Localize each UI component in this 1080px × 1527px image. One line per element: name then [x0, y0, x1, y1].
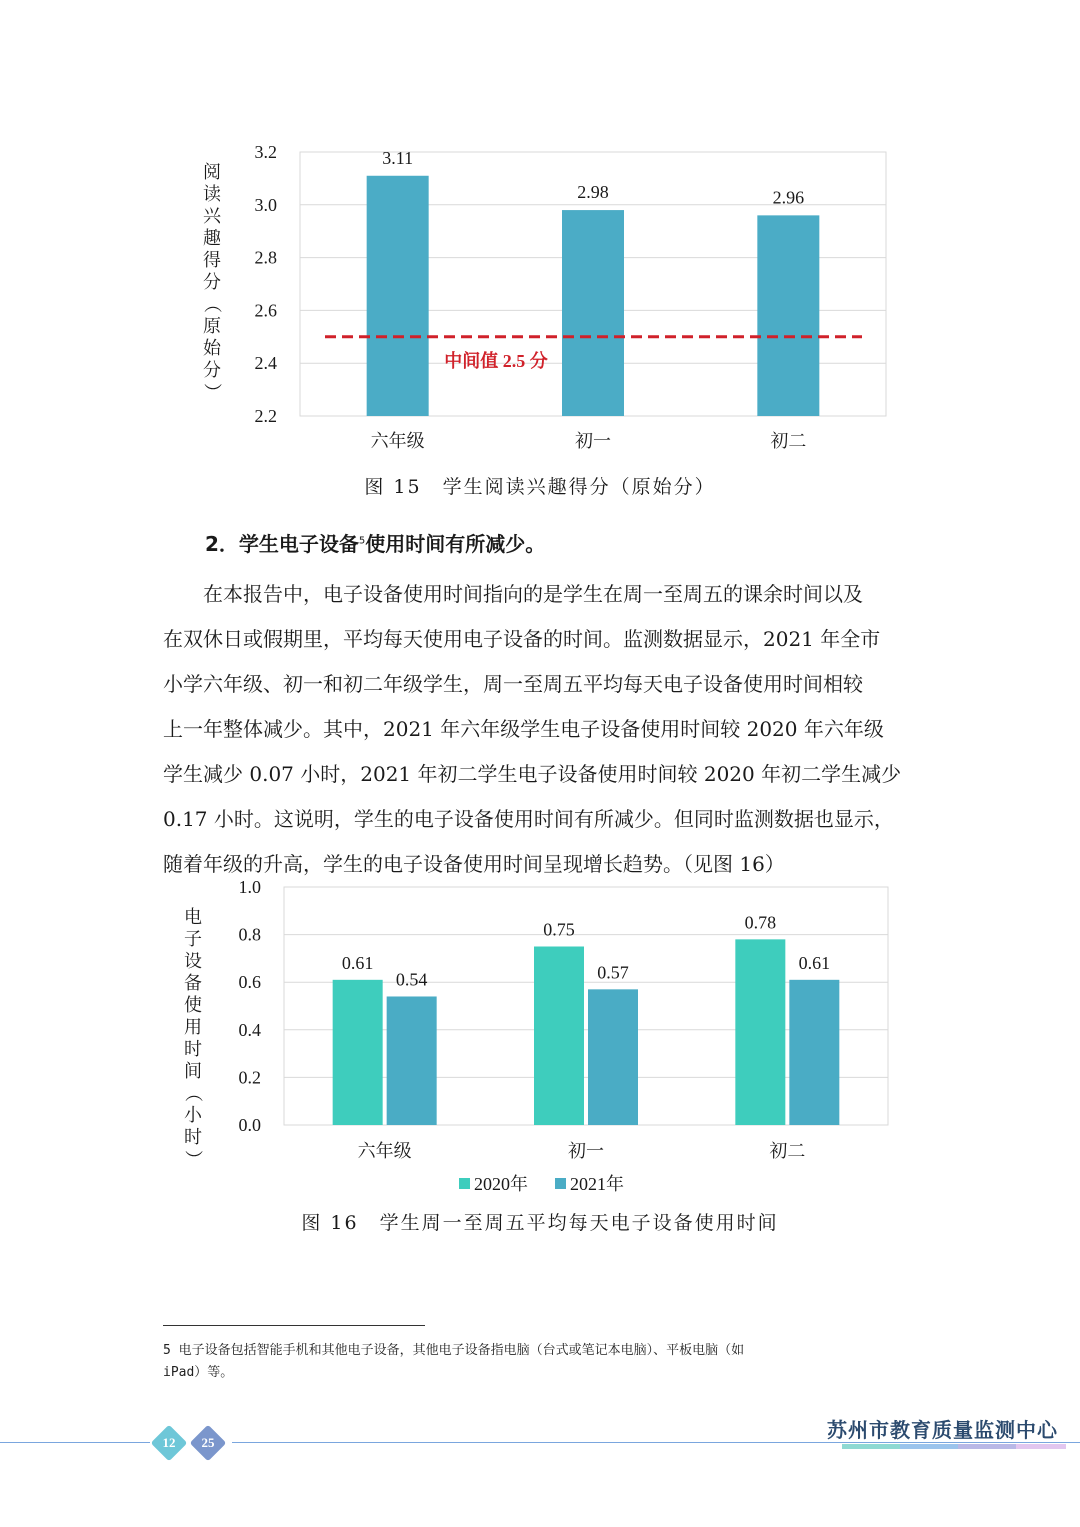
y-axis-label-char: 时	[184, 1127, 202, 1147]
y-axis-label-char: 始	[203, 338, 221, 358]
x-tick-label: 初一	[568, 1141, 604, 1161]
footer-rule-left	[0, 1442, 150, 1443]
y-axis-label-char: 得	[203, 250, 221, 270]
x-tick-label: 六年级	[357, 1141, 412, 1161]
y-axis-label-char: （	[202, 295, 222, 313]
paragraph-line: 在双休日或假期里，平均每天使用电子设备的时间。监测数据显示，2021 年全市	[163, 627, 881, 651]
data-label: 0.57	[597, 962, 629, 983]
x-tick-label: 初一	[575, 431, 611, 451]
data-label: 0.54	[395, 969, 428, 990]
legend-label: 2020年	[474, 1174, 528, 1194]
page-separator: /	[195, 1434, 199, 1449]
x-tick-label: 初二	[769, 1141, 806, 1161]
y-axis-label-char: 小	[184, 1105, 202, 1125]
y-axis-label-char: 时	[184, 1039, 202, 1059]
body-paragraph	[163, 572, 918, 887]
footnote	[163, 1340, 918, 1384]
bar-series2	[789, 980, 839, 1125]
y-tick-label: 0.0	[238, 1115, 261, 1135]
bar	[562, 210, 624, 416]
footer-color-strip	[842, 1444, 900, 1449]
bar-series1	[735, 939, 785, 1125]
y-tick-label: 0.6	[238, 972, 261, 993]
x-tick-label: 初二	[770, 431, 807, 451]
legend-swatch	[459, 1178, 470, 1189]
y-tick-label: 2.6	[254, 300, 277, 321]
bar	[757, 215, 819, 416]
y-tick-label: 3.2	[254, 142, 277, 162]
y-axis-label-char: 兴	[203, 206, 221, 226]
footnote-ref: 5	[358, 535, 366, 547]
y-axis-label-char: （	[183, 1084, 203, 1102]
bar-series1	[333, 980, 383, 1125]
paragraph-line: 0.17 小时。这说明，学生的电子设备使用时间有所减少。但同时监测数据也显示，	[163, 807, 894, 831]
data-label: 0.75	[543, 919, 575, 940]
footer-color-strip	[958, 1444, 1016, 1449]
y-tick-label: 2.2	[254, 406, 277, 426]
bar	[367, 176, 429, 416]
median-reference-label: 中间值 2.5 分	[444, 350, 548, 371]
y-tick-label: 2.4	[254, 353, 277, 374]
bar-series1	[534, 947, 584, 1126]
y-axis-label-char: 趣	[203, 228, 221, 248]
data-label: 3.11	[382, 147, 414, 168]
footnote-divider	[163, 1325, 425, 1326]
figure-15-caption: 图 15 学生阅读兴趣得分（原始分）	[364, 476, 716, 498]
y-axis-label-char: 使	[184, 995, 202, 1015]
heading-text-after: 使用时间有所减少。	[365, 532, 546, 556]
footnote-line: 5 电子设备包括智能手机和其他电子设备，其他电子设备指电脑（台式或笔记本电脑）、平板电脑（如	[163, 1343, 745, 1358]
section-heading	[205, 528, 545, 557]
footer-color-strip	[900, 1444, 958, 1449]
footnote-line: iPad）等。	[163, 1365, 234, 1380]
page-total: 25	[201, 1435, 215, 1450]
y-axis-label-char: 分	[203, 360, 221, 380]
paragraph-line: 小学六年级、初一和初二年级学生，周一至周五平均每天电子设备使用时间相较	[163, 672, 863, 696]
paragraph-line: 学生减少 0.07 小时，2021 年初二学生电子设备使用时间较 2020 年初二学生减少	[163, 762, 902, 786]
data-label: 0.78	[744, 912, 777, 933]
legend-swatch	[555, 1178, 566, 1189]
organization-name: 苏州市教育质量监测中心	[827, 1418, 1058, 1442]
y-axis-label-char: ）	[202, 383, 222, 401]
y-axis-label-char: ）	[183, 1150, 203, 1168]
y-tick-label: 2.8	[254, 247, 277, 268]
paragraph-line: 随着年级的升高，学生的电子设备使用时间呈现增长趋势。（见图 16）	[163, 852, 785, 876]
paragraph-line: 在本报告中，电子设备使用时间指向的是学生在周一至周五的课余时间以及	[163, 582, 863, 606]
y-axis-label-char: 备	[184, 973, 202, 993]
footer-color-strip	[1016, 1444, 1066, 1449]
x-tick-label: 六年级	[370, 431, 425, 451]
legend-label: 2021年	[570, 1174, 624, 1194]
chart-device-usage	[0, 865, 1080, 1205]
y-tick-label: 0.4	[238, 1019, 261, 1040]
data-label: 2.98	[577, 182, 609, 203]
page-current: 12	[162, 1435, 176, 1450]
y-axis-label-char: 设	[184, 951, 202, 971]
y-axis-label-char: 读	[203, 184, 221, 204]
bar-series2	[387, 996, 437, 1125]
y-tick-label: 3.0	[254, 194, 277, 215]
y-axis-label-char: 原	[203, 316, 221, 336]
y-axis-label-char: 间	[184, 1061, 202, 1081]
y-axis-label-char: 分	[203, 272, 221, 292]
paragraph-line: 上一年整体减少。其中，2021 年六年级学生电子设备使用时间较 2020 年六年级	[163, 717, 884, 741]
data-label: 0.61	[798, 952, 831, 973]
y-axis-label-char: 用	[184, 1017, 202, 1037]
bar-series2	[588, 989, 638, 1125]
y-axis-label-char: 阅	[203, 162, 221, 182]
y-axis-label-char: 电	[184, 907, 202, 927]
data-label: 0.61	[341, 952, 374, 973]
y-tick-label: 1.0	[238, 877, 261, 897]
heading-text-before: 2．学生电子设备	[205, 532, 359, 556]
y-tick-label: 0.2	[238, 1067, 261, 1088]
data-label: 2.96	[772, 187, 805, 208]
figure-16-caption: 图 16 学生周一至周五平均每天电子设备使用时间	[301, 1212, 779, 1234]
chart-reading-interest	[0, 0, 1080, 470]
y-axis-label-char: 子	[184, 929, 202, 949]
y-tick-label: 0.8	[238, 924, 261, 945]
